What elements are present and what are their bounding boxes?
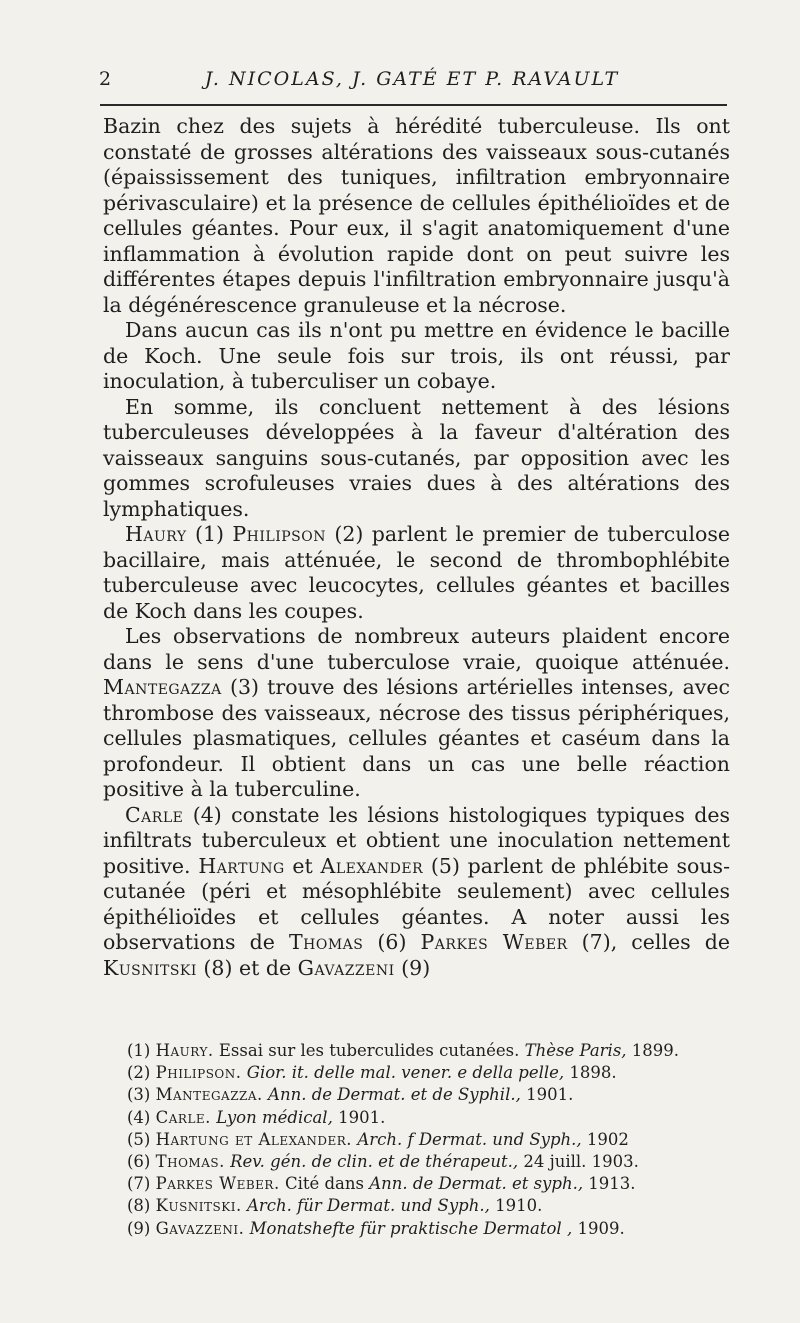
footnote-number: (7) [127,1174,151,1194]
text-run: (2) parlent le premier de tuberculose bacillaire, mais atténuée, le second de thrombophlébite tuberculeuse avec leucocytes, cellules géantes et bacilles de Koch dans les coupes. [103,522,730,623]
author-name: Hartung [198,853,285,878]
text-run: (3) trouve des lésions artérielles intenses, avec thrombose des vaisseaux, nécrose des tissus périphériques, cellules plasmatiques, cellules géantes et caséum dans la profondeur. Il obtient dans un cas une belle réaction positive à la tuberculine. [103,675,730,801]
footnote [127,1040,727,1062]
footnote-source: Lyon médical, [216,1107,333,1127]
footnote-source: Thèse Paris, [524,1041,627,1060]
footnote-source: Arch. für Dermat. und Syph., [246,1196,490,1216]
author-name: Philipson [232,522,326,546]
footnote [127,1062,727,1084]
footnote-number: (3) [127,1085,151,1105]
footnote-source: Monatshefte für praktische Dermatol , [249,1218,573,1238]
footnote-number: (4) [127,1107,151,1127]
footnote-author: Haury. [155,1041,214,1060]
footnote-date: 1899. [626,1041,680,1060]
footnote [127,1151,727,1173]
footnote-source: Arch. f Dermat. und Syph., [357,1129,582,1149]
text-run: (5) parlent de phlébite sous-cutanée (péri et mésophlébite seulement) avec cellules épithélioïdes et cellules géantes. A noter aussi les observations de [103,853,730,954]
text-run: (4) constate les lésions histologiques typiques des infiltrats tuberculeux et obtient une inoculation nettement positive. [103,802,730,878]
text-run: (8) et de [196,955,298,980]
footnote-author: Thomas. [155,1152,225,1172]
footnote-date: 1909. [572,1218,625,1238]
footnote [127,1107,727,1129]
footnote-number: (6) [127,1152,151,1172]
footnote-date: 1901. [520,1085,574,1105]
paragraph [103,624,730,803]
footnote [127,1195,727,1217]
text-run: et [284,853,321,878]
author-name: Mantegazza [103,675,222,699]
author-name: Parkes Weber [420,930,568,954]
text-run: (1) [186,522,233,546]
footnote-date: 1898. [564,1063,617,1083]
footnote-number: (8) [127,1196,151,1216]
footnote-date: 1902 [581,1129,629,1149]
footnote-number: (5) [127,1129,151,1149]
footnote-text: Cité dans [279,1174,370,1194]
author-name: Carle [125,802,184,827]
footnote-text: Essai sur les tuberculides cutanées. [213,1041,525,1060]
text-run: (6) [363,930,421,954]
footnote-author: Mantegazza. [155,1085,263,1105]
page-number: 2 [99,68,112,90]
paragraph: Bazin chez des sujets à hérédité tuberculeuse. Ils ont constaté de grosses altérations des vaisseaux sous-cutanés (épaississement des tuniques, infiltration embryonnaire périvasculaire) et la présence de cellules épithélioïdes et de cellules géantes. Pour eux, il s'agit anatomiquement d'une inflammation à évolution rapide dont on peut suivre les différentes étapes depuis l'infiltration embryonnaire jusqu'à la dégénérescence granuleuse et la nécrose. [103,114,730,317]
footnote [127,1129,727,1151]
author-name: Thomas [288,930,364,954]
footnote-number: (9) [127,1218,151,1238]
footnote-author: Kusnitski. [155,1196,242,1216]
paragraph [103,803,730,982]
body-text [103,114,730,981]
footnote [127,1084,727,1106]
footnote-source: Rev. gén. de clin. et de thérapeut., [230,1152,519,1172]
footnote-source: Gior. it. delle mal. vener. e della pelle, [246,1063,565,1083]
text-run: Les observations de nombreux auteurs plaident encore dans le sens d'une tuberculose vraie, quoique atténuée. [103,624,730,674]
running-header [97,64,727,94]
header-rule [100,104,727,106]
text-run: (7), celles de [567,930,730,954]
footnote-author: Carle. [155,1107,211,1127]
footnotes [127,1040,727,1240]
author-name: Kusnitski [103,955,197,980]
author-name: Haury [125,522,187,546]
footnote-author: Parkes Weber. [155,1174,280,1194]
footnote-date: 24 juill. 1903. [518,1152,639,1172]
footnote-date: 1913. [583,1174,636,1194]
running-title: J. NICOLAS, J. GATÉ ET P. RAVAULT [204,68,620,90]
paragraph [103,522,730,624]
text-run: (9) [394,955,431,980]
footnote [127,1173,727,1195]
footnote-date: 1910. [489,1196,543,1216]
author-name: Gavazzeni [297,955,395,980]
footnote-author: Philipson. [155,1063,242,1083]
footnote-source: Ann. de Dermat. et syph., [369,1174,584,1194]
footnote-number: (1) [127,1041,151,1060]
footnote [127,1218,727,1240]
footnote-date: 1901. [332,1107,386,1127]
footnote-number: (2) [127,1063,151,1083]
footnote-author: Hartung et Alexander. [155,1129,353,1149]
paragraph: En somme, ils concluent nettement à des lésions tuberculeuses développées à la faveur d'altération des vaisseaux sanguins sous-cutanés, par opposition avec les gommes scrofuleuses vraies dues à des altérations des lymphatiques. [103,394,730,521]
footnote-author: Gavazzeni. [155,1218,245,1238]
author-name: Alexander [320,853,424,878]
paragraph: Dans aucun cas ils n'ont pu mettre en évidence le bacille de Koch. Une seule fois sur trois, ils ont réussi, par inoculation, à tuberculiser un cobaye. [103,318,730,393]
footnote-source: Ann. de Dermat. et de Syphil., [268,1085,521,1105]
